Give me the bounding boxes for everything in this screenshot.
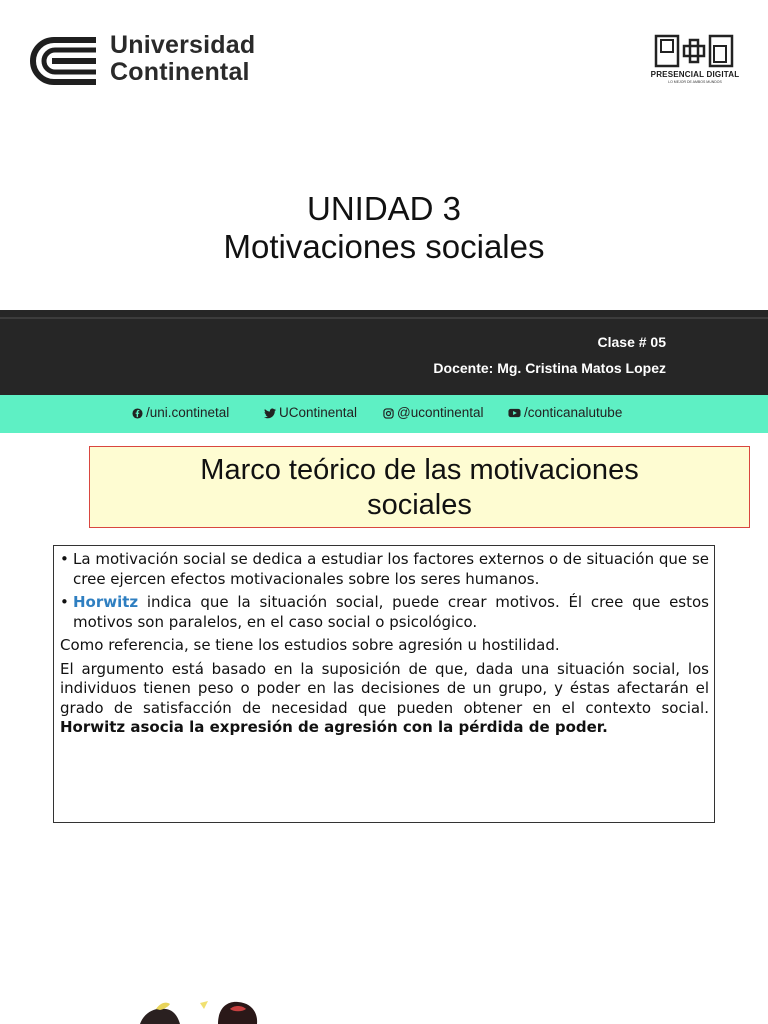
twitter-handle: UContinental [279,405,358,420]
bullet-horwitz [60,593,709,632]
social-youtube[interactable] [508,405,622,420]
facebook-icon [132,408,143,419]
class-info-band [0,310,768,395]
content-box [53,545,715,823]
class-number: Clase # 05 [597,334,666,350]
horwitz-text: indica que la situación social, puede crear motivos. Él cree que estos motivos son paralelos, en el caso social o psicológico. [73,593,709,631]
slide-title [0,190,768,266]
paragraph-referencia: Como referencia, se tiene los estudios sobre agresión u hostilidad. [60,636,560,654]
section-heading-line1: Marco teórico de las motivaciones [200,454,639,486]
unit-name: Motivaciones sociales [223,228,545,265]
university-line1: Universidad [110,31,256,59]
youtube-icon [508,408,521,418]
universidad-continental-logo [30,30,290,92]
section-heading [90,447,749,523]
instagram-icon [383,408,394,419]
social-instagram[interactable] [383,405,484,420]
section-heading-line2: sociales [367,489,472,521]
social-twitter[interactable] [264,405,357,420]
band-divider [0,317,768,319]
people-illustration [130,995,270,1024]
pd-logo-mark-icon [654,34,734,68]
pd-title: PRESENCIAL DIGITAL [650,70,740,79]
instagram-handle: @ucontinental [397,405,484,420]
argumento-conclusion: Horwitz asocia la expresión de agresión con la pérdida de poder. [60,718,608,736]
youtube-handle: /conticanalutube [524,405,623,420]
pd-subtitle: LO MEJOR DE AMBOS MUNDOS [668,80,722,84]
presencial-digital-logo [650,34,740,94]
horwitz-name: Horwitz [73,593,139,611]
unit-number: UNIDAD 3 [306,190,462,227]
university-line2: Continental [110,58,250,86]
twitter-icon [264,408,276,419]
argumento-text: El argumento está basado en la suposición de que, dada una situación social, los individuos tienen peso o poder en las decisiones de un grupo, y éstas afectarán el grado de satisfacción de necesidad que pueden obtener en el contexto social. [60,659,709,717]
bullet-motivacion-social: • La motivación social se dedica a estudiar los factores externos o de situación que se cree ejercen efectos motivacionales sobre los seres humanos. [60,550,709,589]
paragraph-argumento [60,660,709,738]
uc-logo-mark-icon [30,34,100,88]
university-name [110,32,255,86]
teacher-name: Docente: Mg. Cristina Matos Lopez [433,360,666,376]
section-heading-box [89,446,750,528]
facebook-handle: /uni.continetal [146,405,230,420]
social-facebook[interactable] [132,405,229,420]
